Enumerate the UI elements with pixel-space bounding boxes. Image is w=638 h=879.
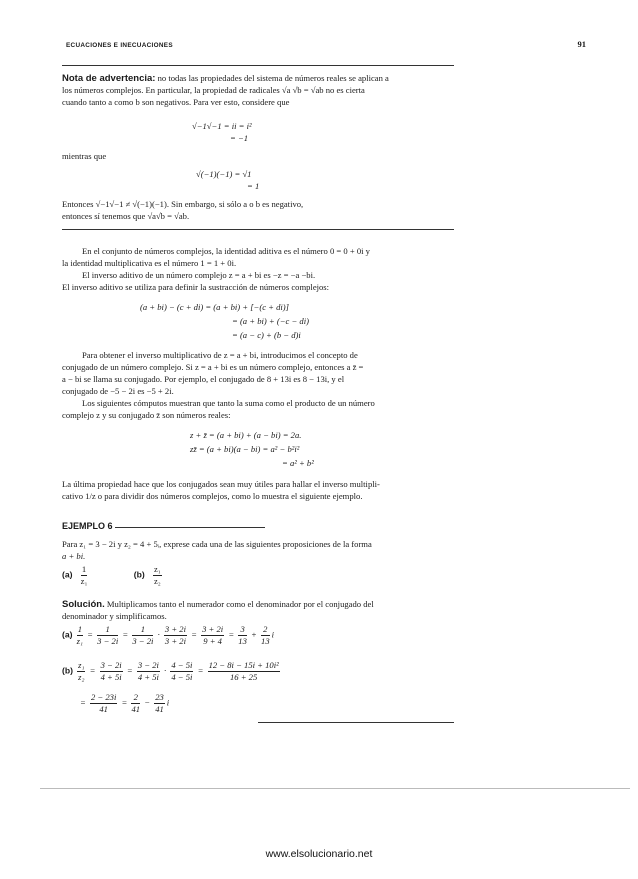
footer-url[interactable]: www.elsolucionario.net bbox=[265, 848, 373, 860]
page-header bbox=[66, 38, 586, 52]
conjugate-sum: z + z̄ = (a + bi) + (a − bi) = 2a. bbox=[190, 430, 302, 440]
imaginary-unit: i bbox=[166, 697, 170, 708]
solution-lead: Solución. bbox=[62, 599, 105, 610]
equals: = bbox=[89, 665, 96, 676]
warning-eq1a: √−1√−1 = ii = i² bbox=[192, 121, 252, 131]
warning-lead: Nota de advertencia: bbox=[62, 73, 156, 84]
sol-a-frac-3: $\frac{1}{3 - 2i}$ bbox=[132, 624, 154, 646]
sol-b-frac-2: $\frac{3 - 2i}{4 + 5i}$ bbox=[100, 660, 122, 682]
solution-line-1: Solución. Multiplicamos tanto el numerador como el denominador por el conjugado del bbox=[62, 599, 374, 610]
plus: + bbox=[251, 629, 257, 640]
sol-a-frac-5: $\frac{3 + 2i}{9 + 4}$ bbox=[202, 624, 224, 646]
sol-b-frac-5: $\frac{\text{12 − 8i − 15i + 10i²}}{16 + 25}$ bbox=[208, 660, 279, 682]
warning-then-2: entonces sí tenemos que √a√b = √ab. bbox=[62, 211, 190, 221]
section-end-rule bbox=[258, 722, 454, 723]
page-number: 91 bbox=[577, 39, 586, 49]
example-title-rule bbox=[115, 527, 265, 528]
subtraction-eq-3: = (a − c) + (b − d)i bbox=[232, 330, 301, 340]
example-b-label: (b) bbox=[133, 569, 145, 580]
solution-line-2: denominador y simplificamos. bbox=[62, 611, 167, 621]
solution-b-cont bbox=[80, 692, 169, 715]
solution-a-label: (a) bbox=[62, 629, 73, 640]
body-p5-l2: complejo z y su conjugado z̄ son números reales: bbox=[62, 410, 231, 420]
sol-c-frac-3: $\frac{23}{41}$ bbox=[155, 692, 164, 714]
warning-eq2a: √(−1)(−1) = √1 bbox=[196, 169, 252, 179]
equals: = bbox=[191, 629, 197, 640]
sol-b-frac-3: $\frac{3 - 2i}{4 + 5i}$ bbox=[137, 660, 159, 682]
solution-b bbox=[62, 660, 282, 683]
example-line-2: a + bi. bbox=[62, 551, 86, 561]
body-p4-l2: conjugado de un número complejo. Si z = a + bi es un número complejo, entonces a z̄ = bbox=[62, 362, 364, 372]
equals: = bbox=[87, 629, 93, 640]
body-p4-l4: conjugado de −5 − 2i es −5 + 2i. bbox=[62, 386, 174, 396]
body-p4-l1: Para obtener el inverso multiplicativo de z = a + bi, introducimos el concepto de bbox=[82, 350, 358, 360]
warning-eq2b: = 1 bbox=[247, 181, 260, 191]
sol-a-frac-7: $\frac{2}{13}$ bbox=[261, 624, 270, 646]
equals: = bbox=[197, 665, 204, 676]
body-p1-l1: En el conjunto de números complejos, la identidad aditiva es el número 0 = 0 + 0i y bbox=[82, 246, 370, 256]
warning-eq1b: = −1 bbox=[230, 133, 249, 143]
warning-bottom-rule bbox=[62, 229, 454, 230]
sol-b-frac-1: $\frac{\text{z₁}}{\text{z₂}}$ bbox=[78, 660, 85, 682]
body-p4-l3: a − bi se llama su conjugado. Por ejemplo, el conjugado de 8 + 13i es 8 − 13i, y el bbox=[62, 374, 345, 384]
example-a-fraction: $\frac{1}{\text{z₁}}$ bbox=[80, 564, 88, 586]
sol-a-frac-6: $\frac{3}{13}$ bbox=[238, 624, 247, 646]
running-title: ECUACIONES E INECUACIONES bbox=[66, 42, 173, 49]
minus: − bbox=[144, 697, 151, 708]
conjugate-product-result: = a² + b² bbox=[282, 458, 314, 468]
sol-c-frac-2: $\frac{2}{41}$ bbox=[131, 692, 141, 714]
warning-top-rule bbox=[62, 65, 454, 66]
body-p5-l1: Los siguientes cómputos muestran que tanto la suma como el producto de un número bbox=[82, 398, 375, 408]
warning-line-3: cuando tanto a como b son negativos. Para ver esto, considere que bbox=[62, 97, 290, 107]
subtraction-eq-1: (a + bi) − (c + di) = (a + bi) + [−(c + di)] bbox=[140, 302, 290, 312]
equals: = bbox=[228, 629, 235, 640]
example-b-fraction: $\frac{\text{z₁}}{\text{z₂}}$ bbox=[153, 564, 161, 586]
example-title: EJEMPLO 6 bbox=[62, 521, 113, 531]
example-a-label: (a) bbox=[62, 569, 73, 580]
sol-c-frac-1: $\frac{2 - 23i}{41}$ bbox=[90, 692, 117, 714]
warning-mientras: mientras que bbox=[62, 151, 107, 161]
body-p6-l1: La última propiedad hace que los conjugados sean muy útiles para hallar el inverso multipli- bbox=[62, 479, 380, 489]
subtraction-eq-2: = (a + bi) + (−c − di) bbox=[232, 316, 309, 326]
equals: = bbox=[121, 697, 128, 708]
example-parts bbox=[62, 564, 164, 587]
warning-line-1: Nota de advertencia: no todas las propiedades del sistema de números reales se aplican a bbox=[62, 73, 389, 84]
body-p3: El inverso aditivo se utiliza para definir la sustracción de números complejos: bbox=[62, 282, 330, 292]
imaginary-unit: i bbox=[271, 629, 274, 640]
scan-edge-line bbox=[40, 788, 630, 789]
equals: = bbox=[80, 697, 86, 708]
solution-b-label: (b) bbox=[62, 665, 73, 676]
sol-b-frac-4: $\frac{4 - 5i}{4 - 5i}$ bbox=[171, 660, 193, 682]
conjugate-product: zz̄ = (a + bi)(a − bi) = a² − b²i² bbox=[190, 444, 300, 454]
example-heading bbox=[62, 520, 454, 532]
times-dot: · bbox=[164, 665, 167, 676]
sol-a-frac-1: $\frac{1}{\text{z₁}}$ bbox=[76, 624, 84, 646]
example-line-1: Para z₁ = 3 − 2i y z₂ = 4 + 5ᵢ, exprese cada una de las siguientes proposiciones de la forma bbox=[62, 539, 372, 549]
body-p6-l2: cativo 1/z o para dividir dos números complejos, como lo muestra el siguiente ejemplo. bbox=[62, 491, 363, 501]
solution-a bbox=[62, 624, 274, 647]
warning-then-1: Entonces √−1√−1 ≠ √(−1)(−1). Sin embargo, si sólo a o b es negativo, bbox=[62, 199, 304, 209]
sol-a-frac-2: $\frac{1}{3 - 2i}$ bbox=[97, 624, 119, 646]
equals: = bbox=[126, 665, 133, 676]
body-p2: El inverso aditivo de un número complejo z = a + bi es −z = −a −bi. bbox=[82, 270, 316, 280]
equals: = bbox=[122, 629, 129, 640]
sol-a-frac-4: $\frac{3 + 2i}{3 + 2i}$ bbox=[164, 624, 186, 646]
body-p1-l2: la identidad multiplicativa es el número 1 = 1 + 0i. bbox=[62, 258, 237, 268]
warning-line-2: los números complejos. En particular, la propiedad de radicales √a √b = √ab no es cierta bbox=[62, 85, 365, 95]
times-dot: · bbox=[157, 629, 160, 640]
